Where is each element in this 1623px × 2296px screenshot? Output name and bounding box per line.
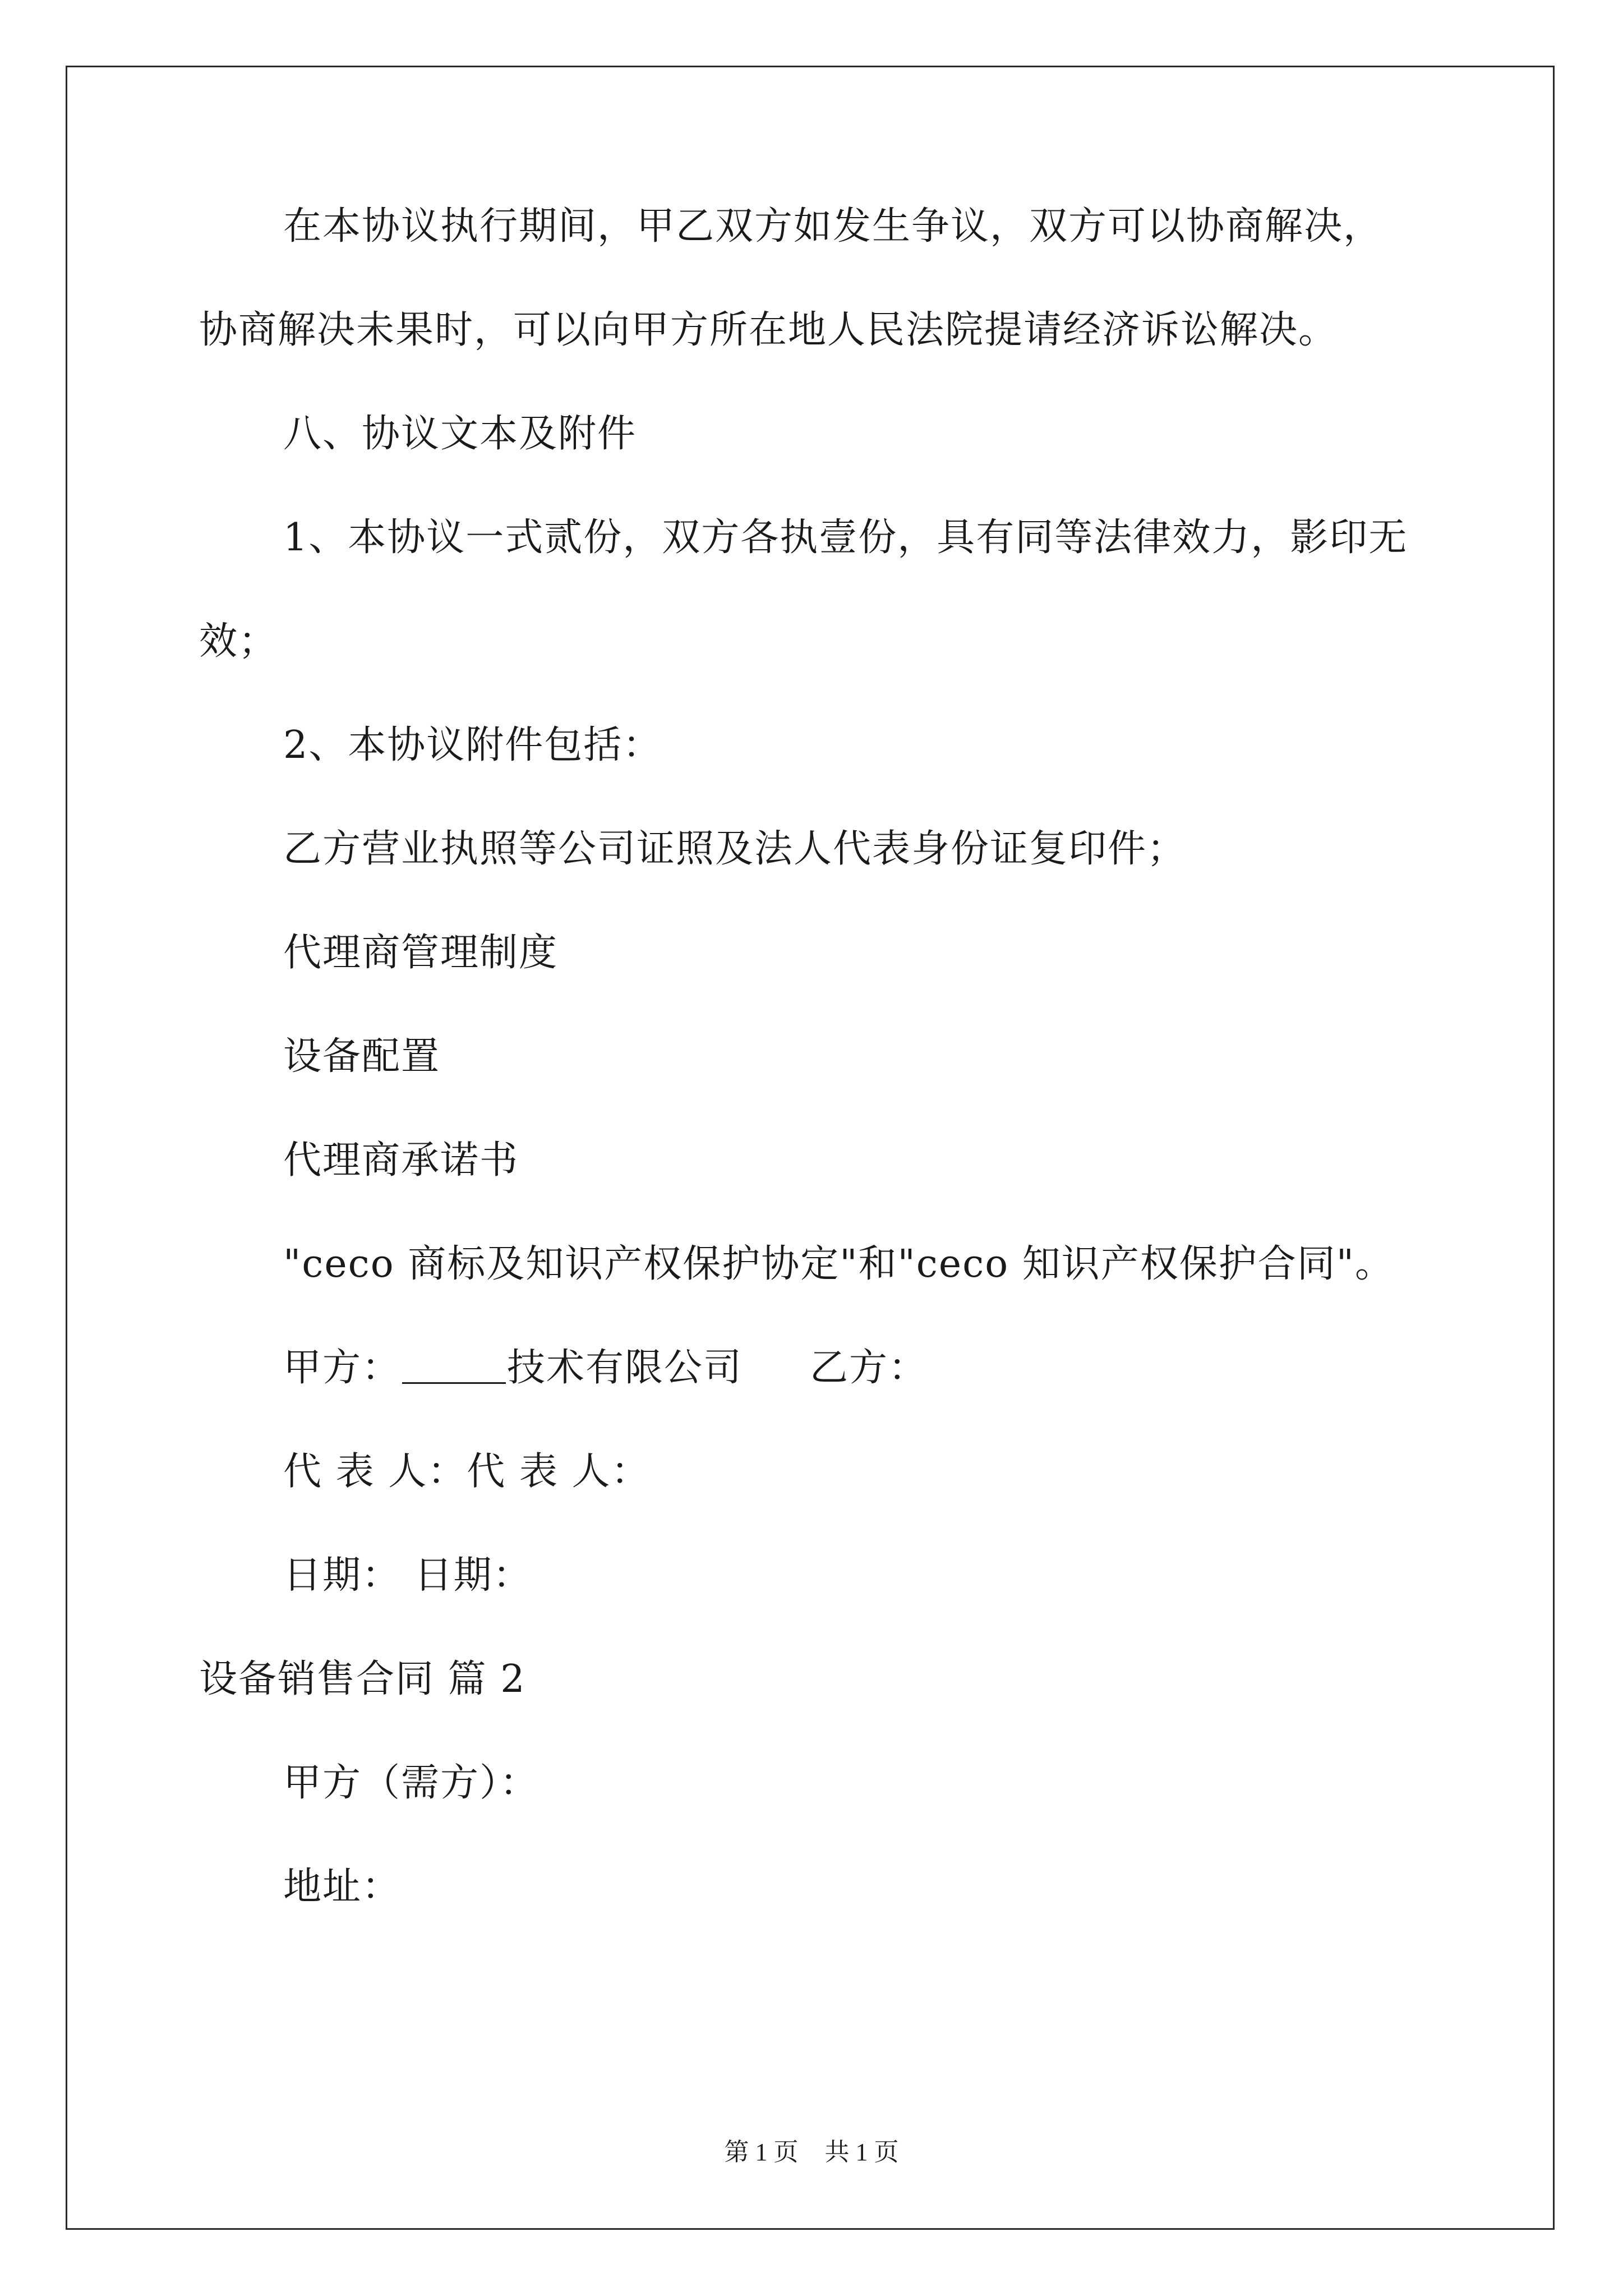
signature-parties-line	[283, 1346, 928, 1390]
address-label: 地址：	[283, 1865, 402, 1909]
paragraph-copies-1: 1、本协议一式贰份，双方各执壹份，具有同等法律效力，影印无	[283, 516, 1408, 560]
section-title: 设备销售合同 篇 2	[199, 1657, 526, 1701]
party-a-label: 甲方：	[283, 1346, 402, 1390]
party-a-blank	[402, 1382, 506, 1384]
attachment-item-ip-agreements: "ceco 商标及知识产权保护协定"和"ceco 知识产权保护合同"。	[283, 1242, 1395, 1286]
attachment-item-management: 代理商管理制度	[283, 931, 559, 975]
paragraph-dispute-2: 协商解决未果时，可以向甲方所在地人民法院提请经济诉讼解决。	[199, 308, 1338, 352]
paragraph-attachments-intro: 2、本协议附件包括：	[283, 723, 662, 767]
section-heading-attachments: 八、协议文本及附件	[283, 412, 637, 456]
signature-representatives-line: 代 表 人：代 表 人：	[283, 1450, 651, 1494]
attachment-item-commitment: 代理商承诺书	[283, 1138, 519, 1182]
page-number-total: 共 1 页	[824, 2138, 899, 2166]
signature-dates-line: 日期： 日期：	[283, 1553, 532, 1598]
attachment-item-equipment: 设备配置	[283, 1034, 441, 1079]
paragraph-copies-2: 效；	[199, 619, 278, 664]
paragraph-dispute-1: 在本协议执行期间，甲乙双方如发生争议，双方可以协商解决，	[283, 204, 1383, 249]
attachment-item-license: 乙方营业执照等公司证照及法人代表身份证复印件；	[283, 827, 1187, 871]
buyer-label: 甲方（需方）：	[283, 1761, 540, 1805]
party-b-label: 乙方：	[810, 1346, 928, 1390]
page-number-current: 第 1 页	[724, 2138, 799, 2166]
party-a-company: 技术有限公司	[507, 1346, 743, 1390]
page-footer	[0, 2132, 1623, 2168]
